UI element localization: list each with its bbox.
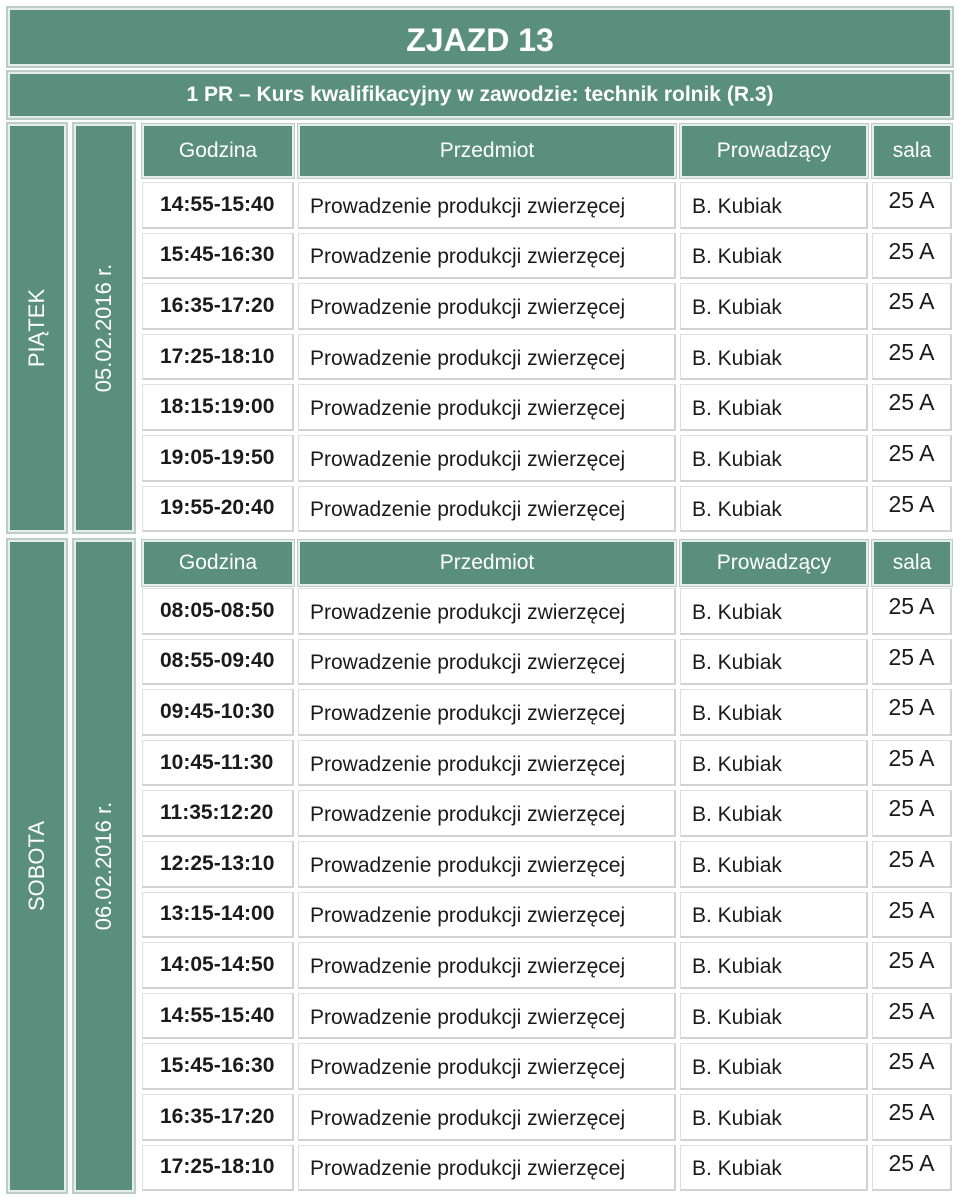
teacher-cell: B. Kubiak [680, 892, 868, 939]
column-header-room: sala [872, 540, 952, 586]
date-label-saturday [74, 540, 134, 1192]
time-cell: 09:45-10:30 [142, 689, 294, 736]
date-label-friday [74, 124, 134, 532]
room-cell: 25 A [872, 993, 952, 1040]
teacher-cell: B. Kubiak [680, 486, 868, 533]
time-cell: 19:55-20:40 [142, 486, 294, 533]
time-cell: 14:55-15:40 [142, 182, 294, 229]
time-cell: 08:05-08:50 [142, 588, 294, 635]
page-title: ZJAZD 13 [406, 22, 554, 58]
subject-cell: Prowadzenie produkcji zwierzęcej [298, 1145, 676, 1192]
time-cell: 16:35-17:20 [142, 1094, 294, 1141]
teacher-cell: B. Kubiak [680, 639, 868, 686]
day-label-saturday [8, 540, 66, 1192]
room-cell: 25 A [872, 942, 952, 989]
time-cell: 18:15:19:00 [142, 384, 294, 431]
time-cell: 14:55-15:40 [142, 993, 294, 1040]
teacher-cell: B. Kubiak [680, 841, 868, 888]
time-cell: 08:55-09:40 [142, 639, 294, 686]
subject-cell: Prowadzenie produkcji zwierzęcej [298, 942, 676, 989]
room-cell: 25 A [872, 1094, 952, 1141]
time-cell: 13:15-14:00 [142, 892, 294, 939]
subject-cell: Prowadzenie produkcji zwierzęcej [298, 588, 676, 635]
teacher-cell: B. Kubiak [680, 384, 868, 431]
teacher-cell: B. Kubiak [680, 689, 868, 736]
day-label-friday [8, 124, 66, 532]
teacher-cell: B. Kubiak [680, 993, 868, 1040]
subject-cell: Prowadzenie produkcji zwierzęcej [298, 639, 676, 686]
teacher-cell: B. Kubiak [680, 1145, 868, 1192]
subject-cell: Prowadzenie produkcji zwierzęcej [298, 182, 676, 229]
room-cell: 25 A [872, 435, 952, 482]
day-date: 05.02.2016 r. [91, 263, 116, 393]
teacher-cell: B. Kubiak [680, 942, 868, 989]
time-cell: 16:35-17:20 [142, 283, 294, 330]
course-subtitle: 1 PR – Kurs kwalifikacyjny w zawodzie: technik rolnik (R.3) [186, 83, 774, 106]
teacher-cell: B. Kubiak [680, 182, 868, 229]
room-cell: 25 A [872, 841, 952, 888]
room-cell: 25 A [872, 384, 952, 431]
column-header-room: sala [872, 124, 952, 178]
subject-cell: Prowadzenie produkcji zwierzęcej [298, 993, 676, 1040]
time-cell: 17:25-18:10 [142, 334, 294, 381]
teacher-cell: B. Kubiak [680, 283, 868, 330]
time-cell: 15:45-16:30 [142, 233, 294, 280]
room-cell: 25 A [872, 689, 952, 736]
time-cell: 15:45-16:30 [142, 1043, 294, 1090]
room-cell: 25 A [872, 1145, 952, 1192]
subject-cell: Prowadzenie produkcji zwierzęcej [298, 334, 676, 381]
subject-cell: Prowadzenie produkcji zwierzęcej [298, 1043, 676, 1090]
subject-cell: Prowadzenie produkcji zwierzęcej [298, 1094, 676, 1141]
room-cell: 25 A [872, 790, 952, 837]
room-cell: 25 A [872, 740, 952, 787]
room-cell: 25 A [872, 1043, 952, 1090]
room-cell: 25 A [872, 182, 952, 229]
subject-cell: Prowadzenie produkcji zwierzęcej [298, 283, 676, 330]
column-header-teacher: Prowadzący [680, 540, 868, 586]
teacher-cell: B. Kubiak [680, 790, 868, 837]
teacher-cell: B. Kubiak [680, 588, 868, 635]
teacher-cell: B. Kubiak [680, 435, 868, 482]
teacher-cell: B. Kubiak [680, 1094, 868, 1141]
time-cell: 12:25-13:10 [142, 841, 294, 888]
time-cell: 14:05-14:50 [142, 942, 294, 989]
subject-cell: Prowadzenie produkcji zwierzęcej [298, 233, 676, 280]
day-date: 06.02.2016 r. [91, 801, 116, 931]
subtitle-banner [8, 72, 952, 118]
subject-cell: Prowadzenie produkcji zwierzęcej [298, 435, 676, 482]
teacher-cell: B. Kubiak [680, 740, 868, 787]
subject-cell: Prowadzenie produkcji zwierzęcej [298, 486, 676, 533]
subject-cell: Prowadzenie produkcji zwierzęcej [298, 384, 676, 431]
column-header-subject: Przedmiot [298, 540, 676, 586]
time-cell: 11:35:12:20 [142, 790, 294, 837]
room-cell: 25 A [872, 588, 952, 635]
time-cell: 10:45-11:30 [142, 740, 294, 787]
teacher-cell: B. Kubiak [680, 1043, 868, 1090]
time-cell: 17:25-18:10 [142, 1145, 294, 1192]
subject-cell: Prowadzenie produkcji zwierzęcej [298, 892, 676, 939]
room-cell: 25 A [872, 233, 952, 280]
column-header-time: Godzina [142, 540, 294, 586]
room-cell: 25 A [872, 486, 952, 533]
day-name: PIĄTEK [24, 288, 49, 368]
subject-cell: Prowadzenie produkcji zwierzęcej [298, 740, 676, 787]
day-name: SOBOTA [24, 820, 49, 912]
room-cell: 25 A [872, 892, 952, 939]
subject-cell: Prowadzenie produkcji zwierzęcej [298, 841, 676, 888]
teacher-cell: B. Kubiak [680, 334, 868, 381]
title-banner [8, 8, 952, 66]
room-cell: 25 A [872, 639, 952, 686]
subject-cell: Prowadzenie produkcji zwierzęcej [298, 790, 676, 837]
column-header-time: Godzina [142, 124, 294, 178]
subject-cell: Prowadzenie produkcji zwierzęcej [298, 689, 676, 736]
teacher-cell: B. Kubiak [680, 233, 868, 280]
room-cell: 25 A [872, 334, 952, 381]
time-cell: 19:05-19:50 [142, 435, 294, 482]
column-header-subject: Przedmiot [298, 124, 676, 178]
room-cell: 25 A [872, 283, 952, 330]
column-header-teacher: Prowadzący [680, 124, 868, 178]
